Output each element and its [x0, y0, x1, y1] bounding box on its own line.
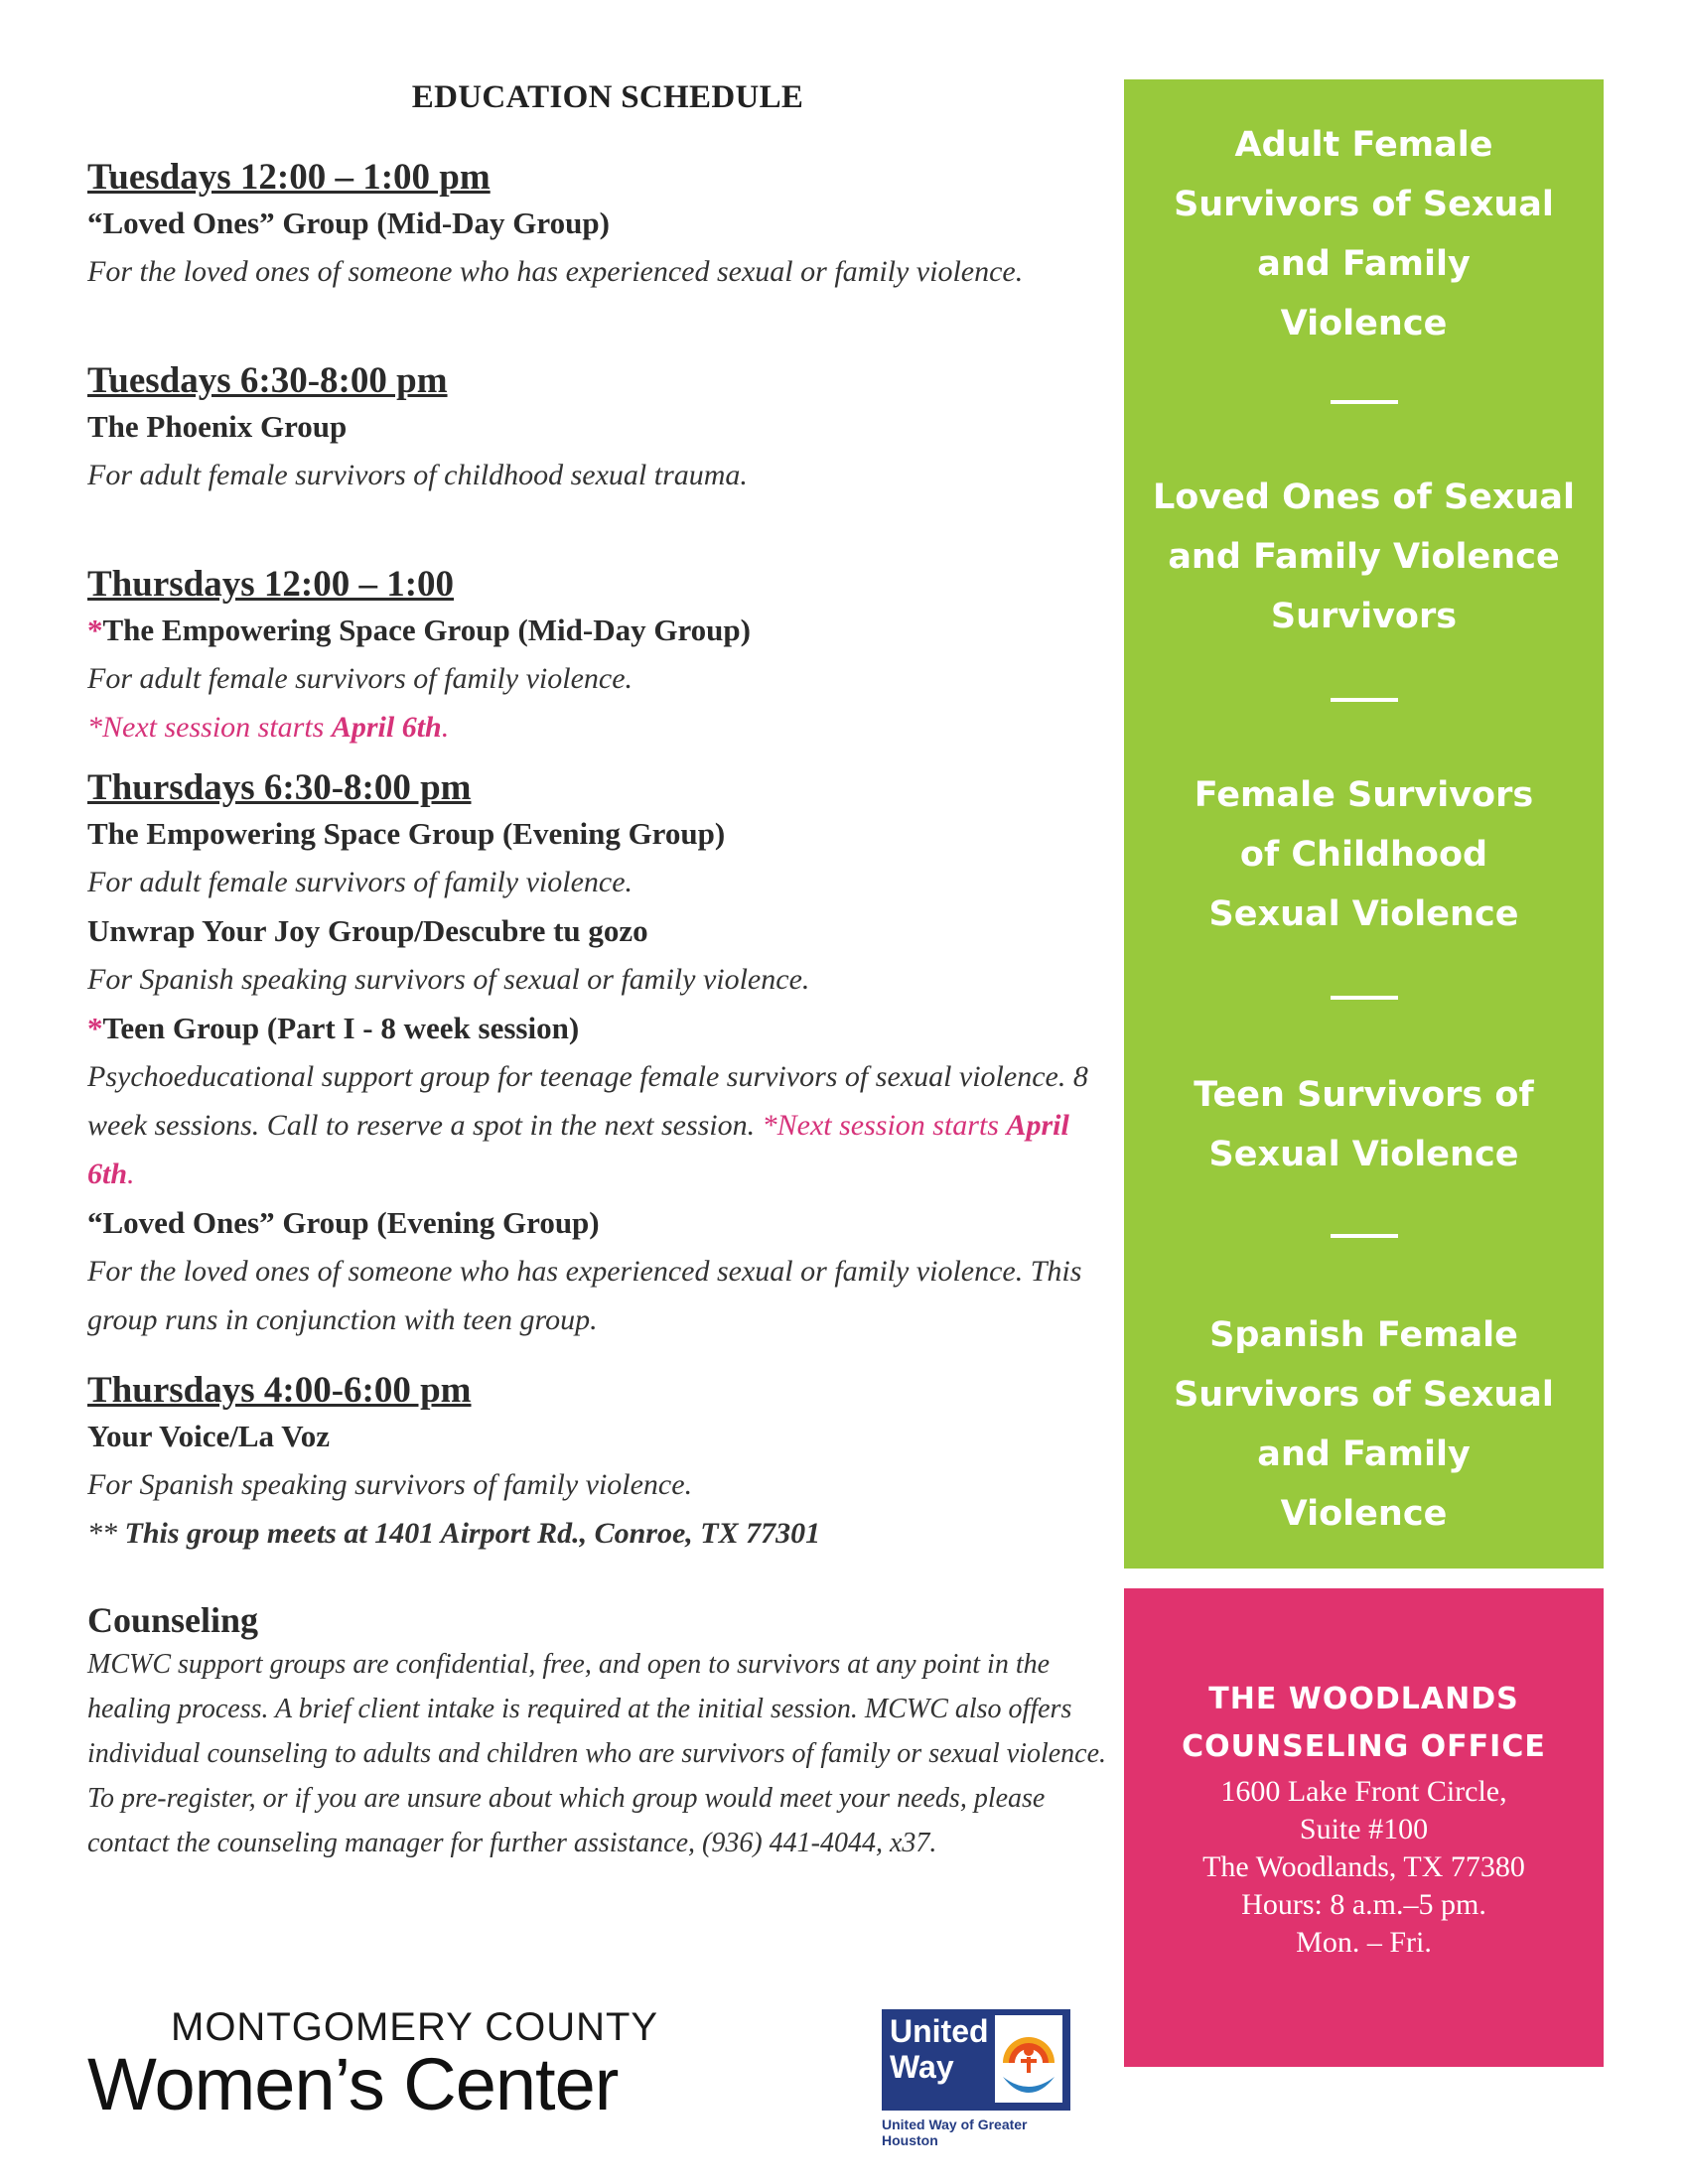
- audience-item: Spanish Female Survivors of Sexual and Family Violence: [1174, 1315, 1554, 1534]
- counseling-paragraph: MCWC support groups are confidential, free, and open to survivors at any point in the healing process. A brief client intake is required at the initial session. MCWC also offers individual counseling to adults and children who are survivors of family or sexual violence.: [87, 1649, 1107, 1769]
- group-description: For adult female survivors of family violence.: [87, 662, 633, 695]
- day-heading: Tuesdays 6:30-8:00 pm: [87, 360, 448, 401]
- united-way-logo: [882, 2009, 1070, 2111]
- page-title: EDUCATION SCHEDULE: [411, 79, 804, 115]
- group-description: Psychoeducational support group for teenage female survivors of sexual violence. 8 week sessions. Call to reserve a spot in the next session. *Next session starts April 6th.: [87, 1060, 1088, 1190]
- next-session-note: *Next session starts April 6th.: [87, 711, 450, 744]
- audience-item: Adult Female Survivors of Sexual and Family Violence: [1174, 125, 1554, 343]
- counseling-contact: To pre-register, or if you are unsure about which group would meet your needs, please contact the counseling manager for further assistance, (936) 441-4044, x37.: [87, 1783, 1046, 1858]
- united-way-wordmark: United Way: [890, 2013, 989, 2085]
- audience-item: Female Survivors of Childhood Sexual Violence: [1194, 775, 1534, 934]
- asterisk: *: [87, 1011, 103, 1045]
- schedule-tue-eve: [87, 360, 1110, 499]
- divider: [1331, 1234, 1398, 1238]
- group-name: “Loved Ones” Group (Evening Group): [87, 1205, 600, 1240]
- group-name: Unwrap Your Joy Group/Descubre tu gozo: [87, 913, 648, 948]
- schedule-tue-noon: [87, 157, 1110, 296]
- day-heading: Thursdays 12:00 – 1:00: [87, 564, 455, 605]
- location-note: ** This group meets at 1401 Airport Rd., Conroe, TX 77301: [87, 1517, 821, 1550]
- united-way-hand-icon: [993, 2013, 1064, 2105]
- group-description: For Spanish speaking survivors of sexual or family violence.: [87, 963, 810, 996]
- office-address: 1600 Lake Front Circle, Suite #100 The Woodlands, TX 77380 Hours: 8 a.m.–5 pm. Mon. – Fri.: [1202, 1775, 1525, 1959]
- group-description: For the loved ones of someone who has experienced sexual or family violence. This group runs in conjunction with teen group.: [87, 1255, 1082, 1336]
- group-name: “Loved Ones” Group (Mid-Day Group): [87, 205, 610, 240]
- united-way-caption: United Way of Greater Houston: [882, 2116, 1028, 2148]
- day-heading: Tuesdays 12:00 – 1:00 pm: [87, 157, 491, 198]
- schedule-thu-aft: [87, 1370, 1110, 1558]
- audience-item: Loved Ones of Sexual and Family Violence Survivors: [1152, 478, 1576, 636]
- office-panel: [1124, 1588, 1604, 2067]
- group-description: For Spanish speaking survivors of family violence.: [87, 1468, 693, 1501]
- divider: [1331, 698, 1398, 702]
- day-heading: Thursdays 6:30-8:00 pm: [87, 767, 472, 808]
- counseling-heading: Counseling: [87, 1600, 259, 1640]
- org-logo-main: Women’s Center: [87, 2043, 619, 2125]
- audience-item: Teen Survivors of Sexual Violence: [1194, 1075, 1534, 1174]
- audience-panel: [1124, 79, 1604, 1569]
- group-name: *Teen Group (Part I - 8 week session): [87, 1011, 580, 1045]
- group-name: *The Empowering Space Group (Mid-Day Group): [87, 613, 751, 647]
- divider: [1331, 996, 1398, 1000]
- group-description: For adult female survivors of family violence.: [87, 866, 633, 898]
- group-description: For adult female survivors of childhood sexual trauma.: [87, 459, 748, 491]
- group-description: For the loved ones of someone who has experienced sexual or family violence.: [87, 255, 1024, 288]
- group-name: The Empowering Space Group (Evening Group): [87, 816, 726, 851]
- day-heading: Thursdays 4:00-6:00 pm: [87, 1370, 472, 1411]
- asterisk: *: [87, 613, 103, 647]
- schedule-thu-eve: [87, 767, 1110, 1344]
- schedule-thu-noon: [87, 564, 1110, 751]
- counseling-section: [87, 1598, 1110, 1865]
- divider: [1331, 400, 1398, 404]
- office-heading: THE WOODLANDS COUNSELING OFFICE: [1182, 1682, 1546, 1764]
- group-name: Your Voice/La Voz: [87, 1419, 331, 1453]
- group-name: The Phoenix Group: [87, 409, 348, 444]
- org-logo-top: MONTGOMERY COUNTY: [171, 2005, 659, 2049]
